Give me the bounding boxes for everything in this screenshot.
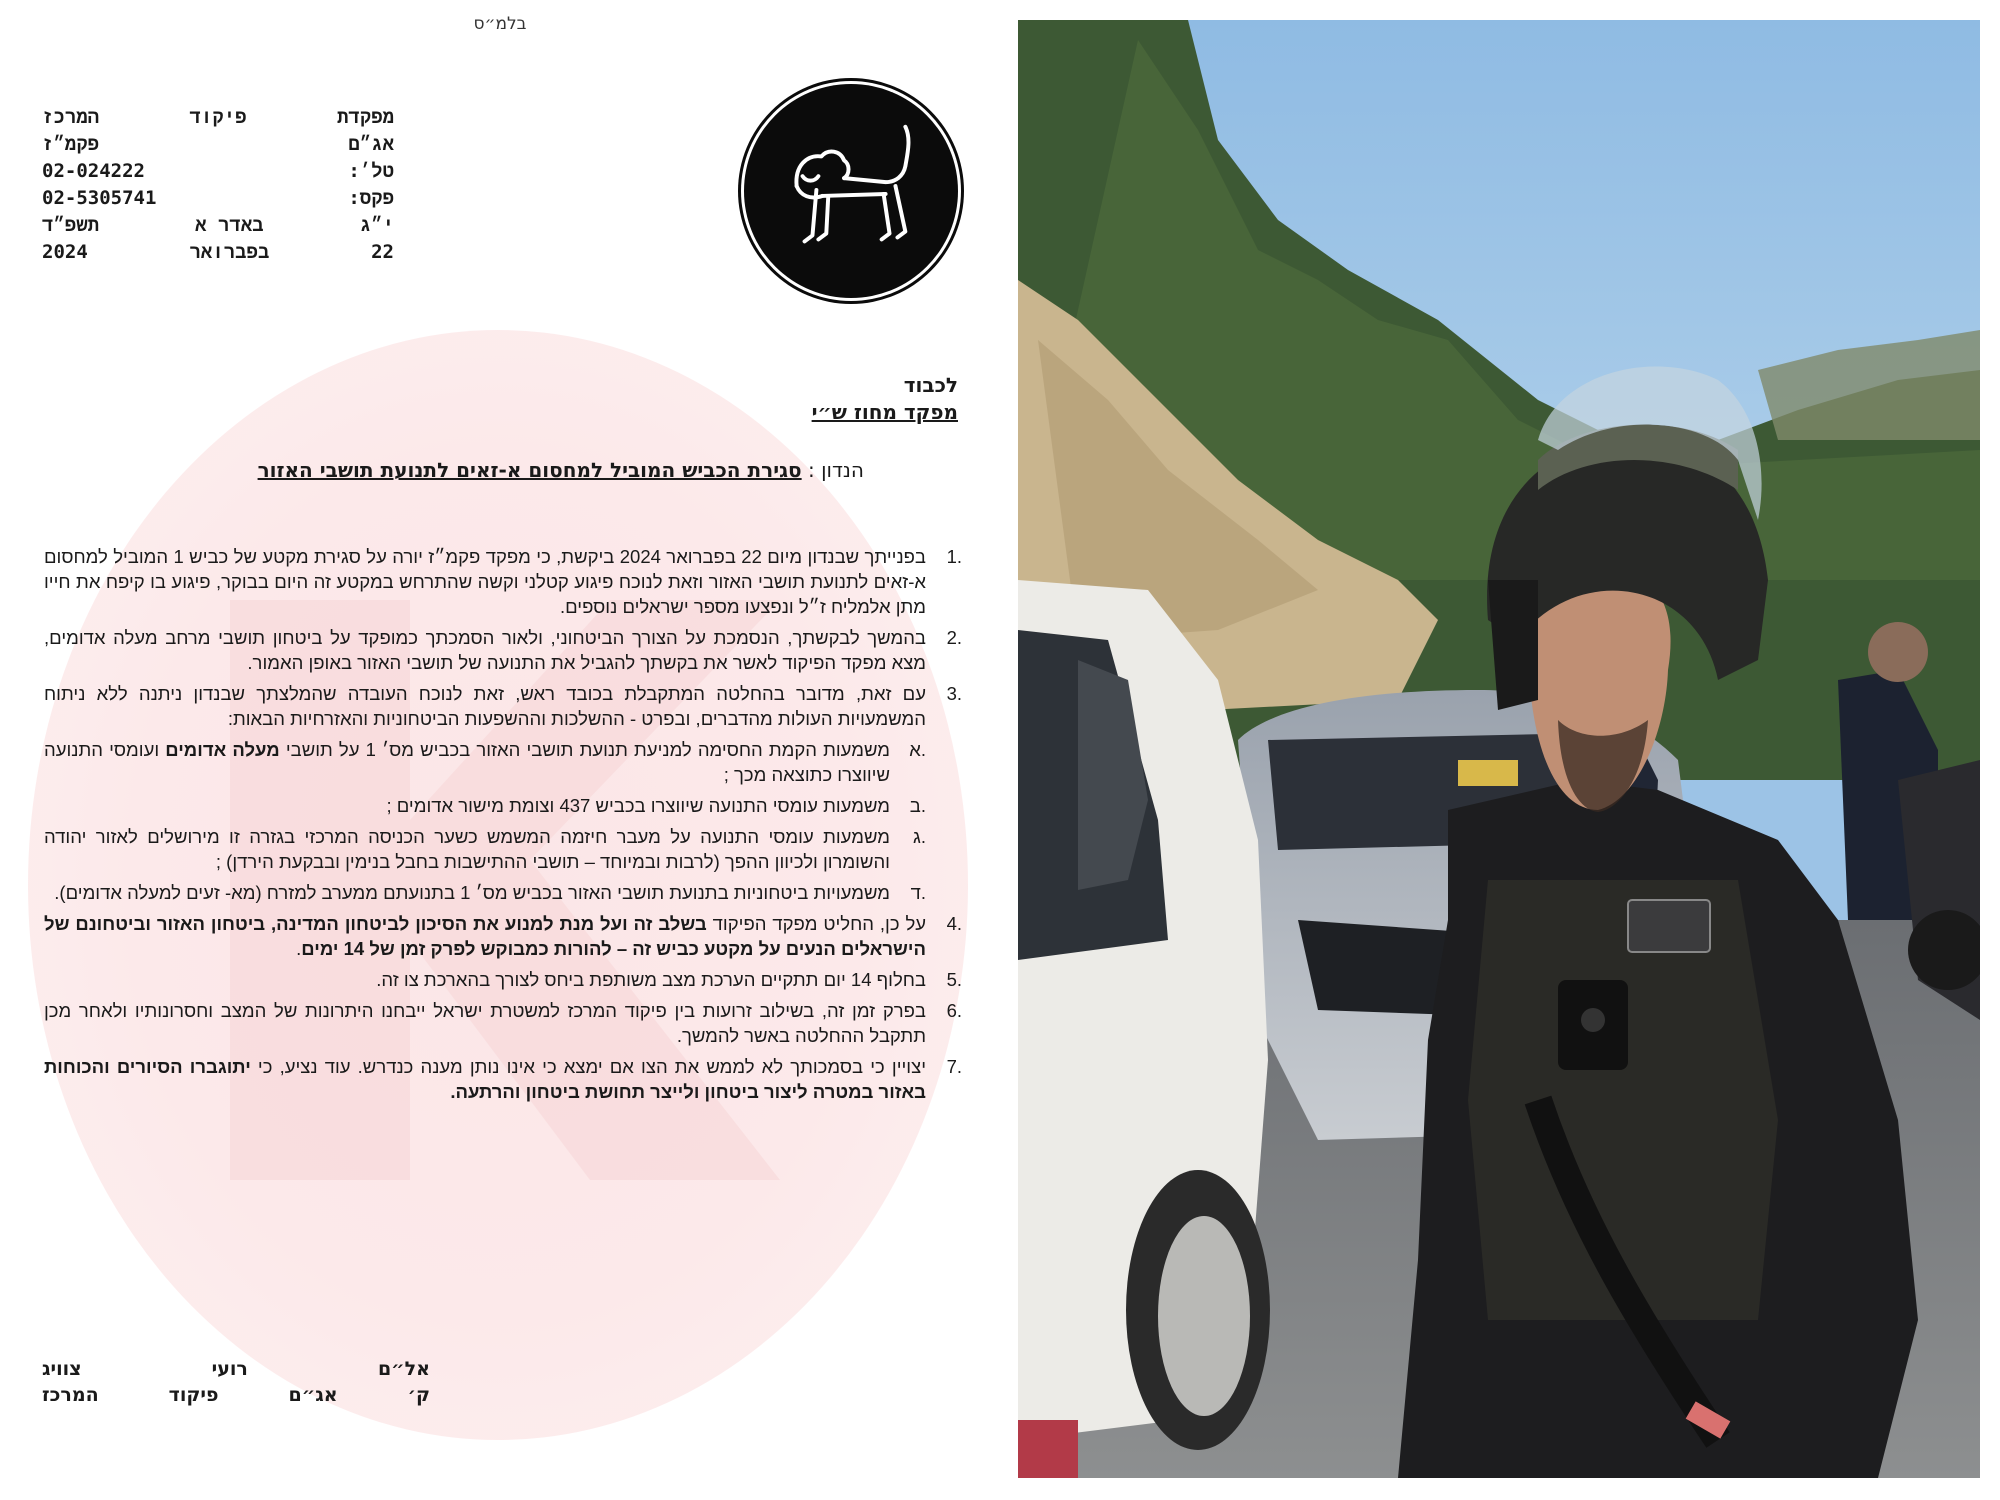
letterhead-cell: פקמ״ז xyxy=(42,133,100,155)
letter-body xyxy=(44,544,962,1110)
date-cell: בפברואר xyxy=(189,241,270,263)
paragraph xyxy=(44,625,962,675)
date-cell: באדר א xyxy=(195,214,264,236)
sub-item-text: משמעות הקמת החסימה למניעת תנועת תושבי האזור בכביש מס׳ 1 על תושבי מעלה אדומים ועומסי התנועה שיווצרו כתוצאה מכך ; xyxy=(44,739,891,785)
date-cell: י״ג xyxy=(359,214,394,236)
phone-number: 02-024222 xyxy=(42,160,145,182)
sub-item-text: משמעות עומסי התנועה על מעבר חיזמה המשמש כשער הכניסה המרכזי בגזרה זו מירושלים לאזור יהודה והשומרון ולכיוון ההפך (לרבות ובמיוחד – תושבי ההתישבות בחבל בנימין ובבקעת הירדן) ; xyxy=(44,826,890,872)
phone-row xyxy=(42,158,394,185)
letterhead-cell: אג״ם xyxy=(348,133,394,155)
paragraph-number: .3 xyxy=(946,683,962,704)
addressee-block xyxy=(812,372,958,426)
paragraph-text: עם זאת, מדובר בהחלטה המתקבלת בכובד ראש, זאת לנוכח העובדה שהמלצתך שבנדון ניתנה ללא ניתוח המשמעויות העולות מהדברים, ובפרט - ההשלכות וההשפעות הביטחוניות והאזרחיות הבאות: xyxy=(44,683,926,729)
sub-item xyxy=(44,824,926,874)
paragraph-text: בחלוף 14 יום תתקיים הערכת מצב משותפת ביחס לצורך בהארכת צו זה. xyxy=(376,969,926,990)
subject-label: הנדון : xyxy=(808,458,864,482)
letterhead-block xyxy=(42,104,394,266)
paragraph xyxy=(44,911,962,961)
signature-title-row xyxy=(42,1382,430,1408)
fax-number: 02-5305741 xyxy=(42,187,157,209)
letterhead-row xyxy=(42,131,394,158)
paragraph-text: על כן, החליט מפקד הפיקוד בשלב זה ועל מנת למנוע את הסיכון לביטחון המדינה, ביטחון האזור וביטחונם של הישראלים הנעים על מקטע כביש זה – להורות כמבוקש לפרק זמן של 14 ימים. xyxy=(44,913,927,959)
sub-item-letter: .ג xyxy=(913,826,926,847)
paragraph-number: .2 xyxy=(946,627,962,648)
paragraph-number: .5 xyxy=(946,969,962,990)
paragraph-number: .6 xyxy=(946,1000,962,1021)
signer-title-part: אג״ם xyxy=(288,1384,338,1406)
signer-title-part: פיקוד xyxy=(168,1384,219,1406)
subject-line xyxy=(258,458,864,482)
paragraph xyxy=(44,1054,962,1104)
classification-label: בלמ״ס xyxy=(473,14,527,34)
signature-name-row xyxy=(42,1356,430,1382)
signer-last-name: צוויג xyxy=(42,1358,82,1380)
date-cell: תשפ״ד xyxy=(42,214,100,236)
hebrew-date-row xyxy=(42,212,394,239)
gregorian-date-row xyxy=(42,239,394,266)
sub-item-letter: .ד xyxy=(910,882,926,903)
signer-title-part: המרכז xyxy=(42,1384,99,1406)
signer-title-part: ק׳ xyxy=(407,1384,430,1406)
officer-photo xyxy=(1018,20,1980,1478)
signature-block xyxy=(42,1356,430,1408)
paragraph-text: בפרק זמן זה, בשילוב זרועות בין פיקוד המרכז למשטרת ישראל ייבחנו היתרונות של המצב וחסרונותיו ולאחר מכן תתקבל ההחלטה באשר להמשך. xyxy=(44,1000,926,1046)
paragraph-number: .4 xyxy=(946,913,962,934)
sub-item-text: משמעויות ביטחוניות בתנועת תושבי האזור בכביש מס׳ 1 בתנועתם ממערב למזרח (מא- זעים למעלה אדומים). xyxy=(54,882,890,903)
sub-item xyxy=(44,880,926,905)
letterhead-cell: מפקדת xyxy=(336,106,394,128)
date-cell: 22 xyxy=(371,241,394,263)
paragraph xyxy=(44,967,962,992)
addressee-role: מפקד מחוז ש״י xyxy=(811,400,958,424)
tactical-vest xyxy=(1468,880,1778,1320)
letterhead-row xyxy=(42,104,394,131)
sub-item xyxy=(44,793,926,818)
paragraph-text: בהמשך לבקשתך, הנסמכת על הצורך הביטחוני, ולאור הסמכתך כמופקד על ביטחון תושבי מרחב מעלה אדומים, מצא מפקד הפיקוד לאשר את בקשתך להגביל את התנועה של תושבי האזור באופן האמור. xyxy=(44,627,926,673)
paragraph-text: בפנייתך שבנדון מיום 22 בפברואר 2024 ביקשת, כי מפקד פקמ״ז יורה על סגירת מקטע של כביש 1 המוביל למחסום א-זאים לתנועת תושבי האזור וזאת לנוכח פיגוע קטלני וקשה שהתרחש במקטע זה היום בבוקר, פיגוע בו קיפח את חייו מתן אלמליח ז״ל ונפצעו מספר ישראלים נוספים. xyxy=(44,546,926,617)
sub-item-letter: .ב xyxy=(909,795,926,816)
phone-label: טל׳: xyxy=(348,160,394,182)
date-cell: 2024 xyxy=(42,241,88,263)
subject-text: סגירת הכביש המוביל למחסום א-זאים לתנועת תושבי האזור xyxy=(257,458,802,482)
fax-row xyxy=(42,185,394,212)
paragraph xyxy=(44,681,962,731)
letterhead-cell: פיקוד xyxy=(189,106,247,128)
fax-label: פקס: xyxy=(348,187,394,209)
paragraph-text: יצויין כי בסמכותך לא לממש את הצו אם ימצא כי אינו נותן מענה כנדרש. עוד נציע, כי יתוגברו הסיורים והכוחות באזור במטרה ליצור ביטחון ולייצר תחושת ביטחון והרתעה. xyxy=(44,1056,927,1102)
lion-emblem-icon xyxy=(744,84,958,298)
sub-item xyxy=(44,737,926,787)
sub-item-letter: .א xyxy=(909,739,926,760)
signer-first-name: רועי xyxy=(211,1358,248,1380)
salutation: לכבוד xyxy=(903,373,958,397)
officer-photo-illustration xyxy=(1018,20,1980,1478)
paragraph xyxy=(44,998,962,1048)
paragraph xyxy=(44,544,962,619)
police-badge xyxy=(1628,900,1710,952)
paragraph-number: .7 xyxy=(946,1056,962,1077)
paragraph-number: .1 xyxy=(946,546,962,567)
signer-rank: אל״ם xyxy=(377,1358,430,1380)
sub-item-text: משמעות עומסי התנועה שיווצרו בכביש 437 וצומת מישור אדומים ; xyxy=(386,795,890,816)
letterhead-cell: המרכז xyxy=(42,106,100,128)
